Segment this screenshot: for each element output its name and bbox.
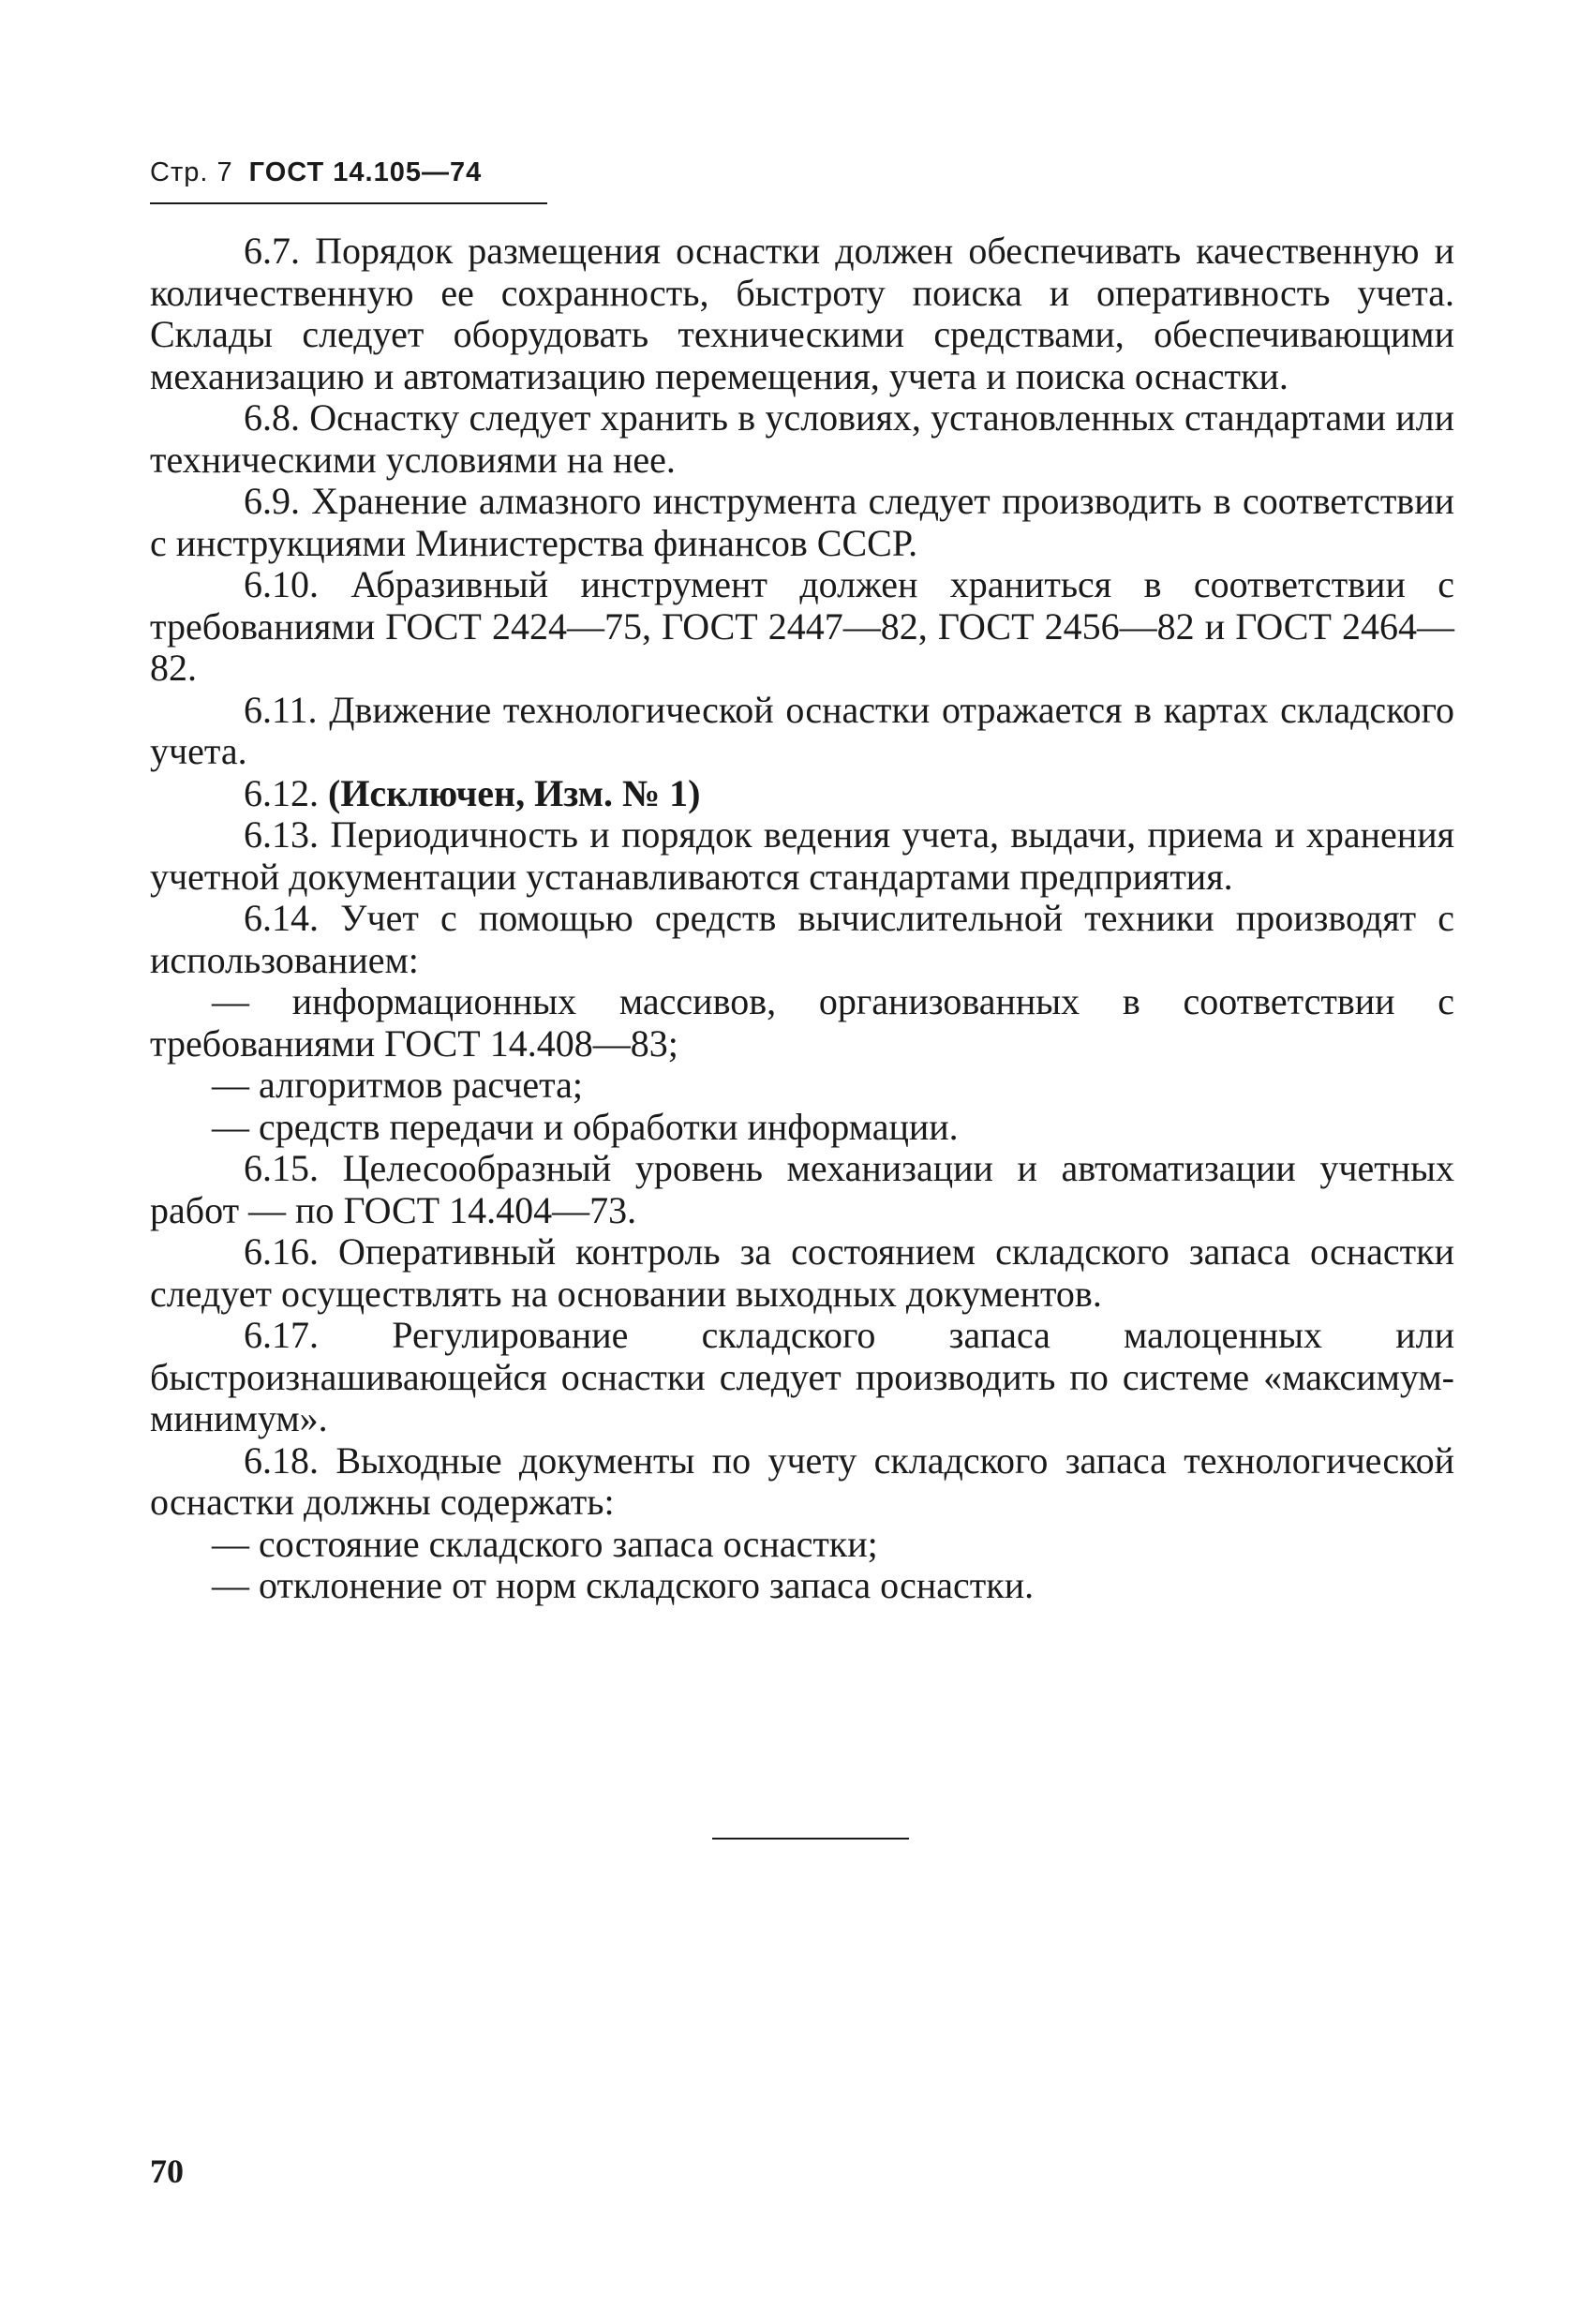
clause-text: Порядок размещения оснастки должен обеспечивать качественную и количественную ее сохранность, быстроту поиска и оперативность учета. Склады следует оборудовать техническими средствами, обеспечивающими механизацию и автоматизацию перемещения, учета и поиска оснастки. (150, 230, 1454, 397)
header-page-ref: Стр. 7 (150, 157, 233, 187)
page-number: 70 (150, 2153, 184, 2190)
clause-text: (Исключен, Изм. № 1) (328, 771, 701, 814)
paragraph-6-9 (150, 481, 1454, 564)
clause-number: 6.12. (244, 771, 319, 814)
paragraph-6-14 (150, 898, 1454, 981)
clause-number: 6.8. (244, 396, 300, 439)
clause-text: Периодичность и порядок ведения учета, выдачи, приема и хранения учетной документации устанавливаются стандартами предприятия. (150, 813, 1454, 898)
clause-number: 6.16. (244, 1230, 319, 1273)
end-of-section-rule (712, 1838, 909, 1840)
clause-number: 6.7. (244, 230, 300, 272)
paragraph-6-8 (150, 397, 1454, 481)
clause-number: 6.17. (244, 1314, 319, 1356)
document-body (150, 231, 1454, 1607)
list-item: — средств передачи и обработки информации. (212, 1105, 959, 1148)
paragraph-6-13 (150, 814, 1454, 898)
clause-text: Оснастку следует хранить в условиях, установленных стандартами или техническими условиями на нее. (150, 396, 1454, 481)
list-item: — состояние складского запаса оснастки; (212, 1522, 878, 1565)
clause-number: 6.18. (244, 1438, 319, 1482)
paragraph-6-17 (150, 1315, 1454, 1440)
header-rule (150, 202, 547, 204)
running-header (150, 157, 482, 188)
paragraph-6-7 (150, 231, 1454, 397)
clause-text: Учет с помощью средств вычислительной техники производят с использованием: (150, 897, 1455, 981)
clause-number: 6.9. (244, 480, 300, 522)
paragraph-6-10 (150, 564, 1454, 690)
paragraph-6-16 (150, 1231, 1454, 1315)
clause-number: 6.15. (244, 1147, 319, 1189)
clause-number: 6.13. (244, 813, 319, 856)
clause-number: 6.14. (244, 897, 319, 939)
paragraph-6-15 (150, 1148, 1454, 1231)
clause-text: Движение технологической оснастки отражается в картах складского учета. (150, 688, 1455, 772)
header-standard: ГОСТ 14.105—74 (248, 157, 483, 187)
paragraph-6-12 (150, 773, 1454, 815)
clause-number: 6.11. (244, 688, 318, 731)
clause-number: 6.10. (244, 563, 319, 605)
list-item: — алгоритмов расчета; (212, 1064, 583, 1106)
clause-text: Оперативный контроль за состоянием складского запаса оснастки следует осуществлять на основании выходных документов. (150, 1230, 1455, 1315)
clause-text: Целесообразный уровень механизации и автоматизации учетных работ — по ГОСТ 14.404—73. (150, 1147, 1455, 1231)
list-item: — информационных массивов, организованных в соответствии с требованиями ГОСТ 14.408—83; (150, 980, 1454, 1065)
clause-text: Хранение алмазного инструмента следует производить в соответствии с инструкциями Министерства финансов СССР. (150, 480, 1455, 564)
list-item: — отклонение от норм складского запаса оснастки. (212, 1564, 1035, 1606)
clause-text: Абразивный инструмент должен храниться в соответствии с требованиями ГОСТ 2424—75, ГОСТ 2447—82, ГОСТ 2456—82 и ГОСТ 2464—82. (150, 563, 1455, 689)
clause-text: Регулирование складского запаса малоценных или быстроизнашивающейся оснастки следует производить по системе «максимум-минимум». (150, 1314, 1454, 1439)
paragraph-6-18 (150, 1440, 1454, 1524)
paragraph-6-11 (150, 690, 1454, 773)
clause-text: Выходные документы по учету складского запаса технологической оснастки должны содержать: (150, 1438, 1454, 1523)
